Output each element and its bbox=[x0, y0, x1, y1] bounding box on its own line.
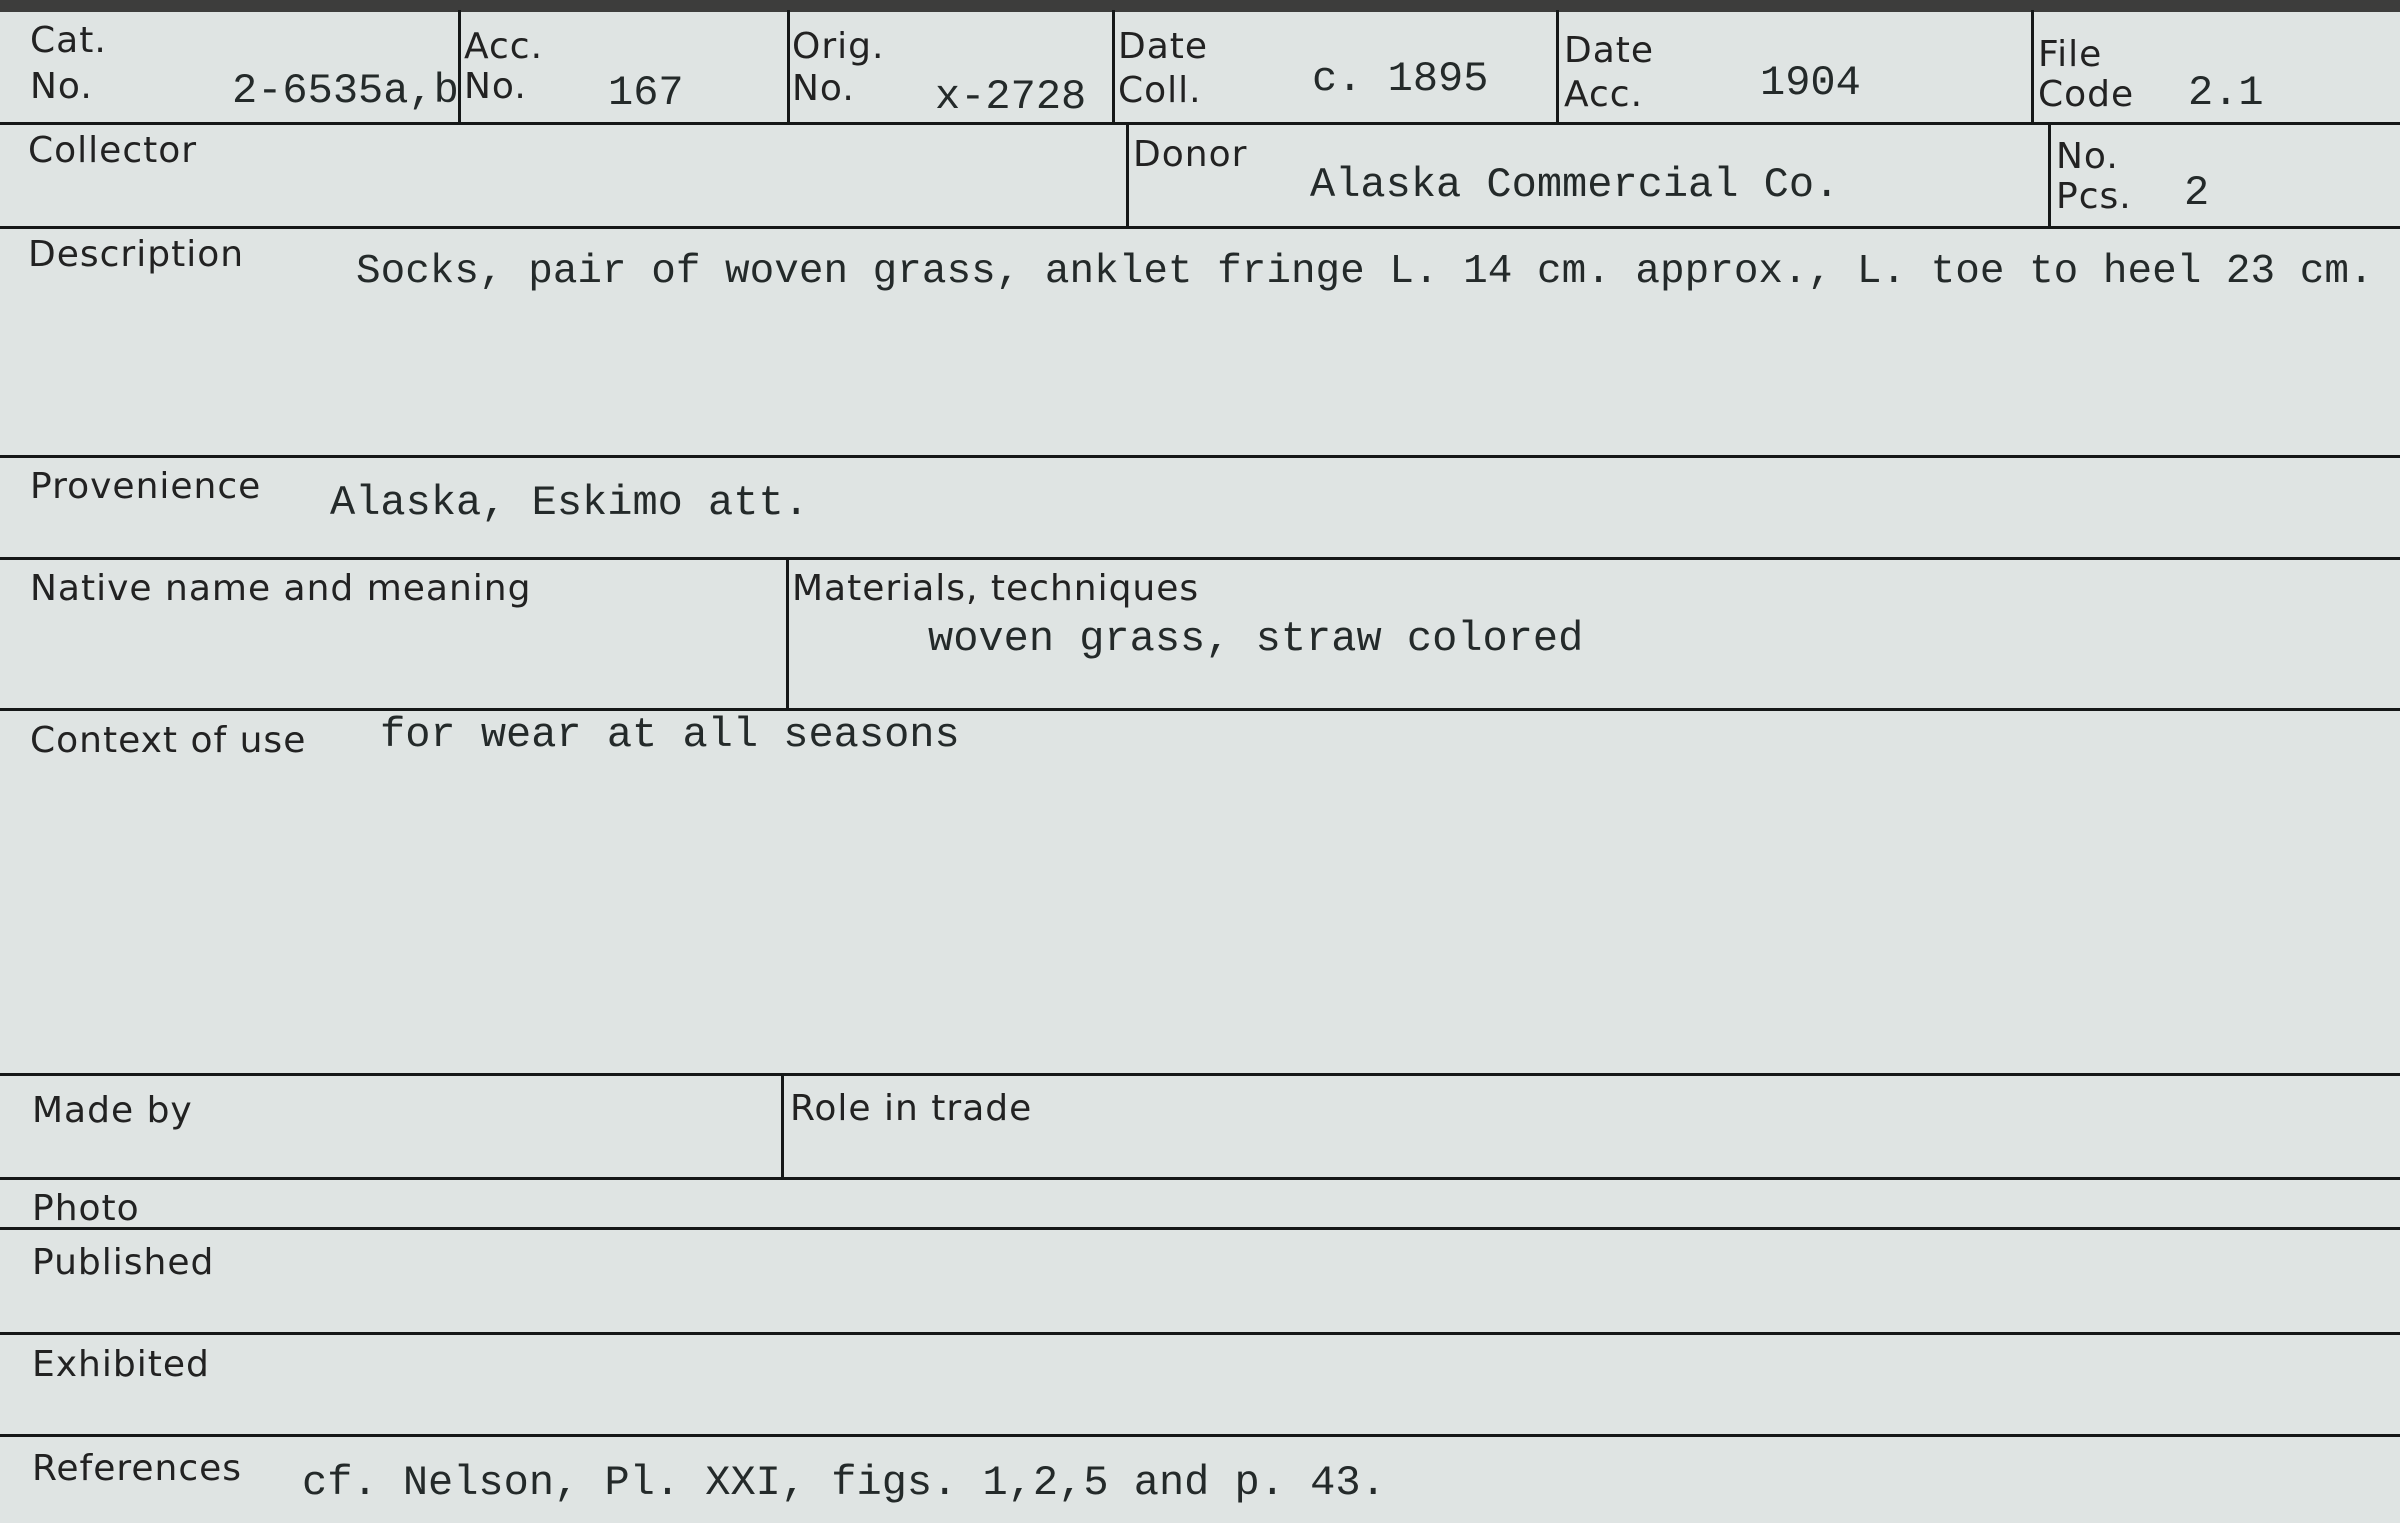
rule-header-bottom bbox=[0, 122, 2400, 125]
date-acc-label-line2: Acc. bbox=[1564, 74, 1644, 115]
orig-no-value: x-2728 bbox=[935, 73, 1087, 121]
card-top-edge bbox=[0, 0, 2400, 12]
orig-label-line1: Orig. bbox=[792, 26, 885, 67]
collector-label: Collector bbox=[28, 130, 198, 171]
provenience-label: Provenience bbox=[30, 466, 262, 507]
rule-description-bottom bbox=[0, 455, 2400, 458]
rule-vertical-donor bbox=[2048, 122, 2051, 226]
rule-vertical-date-acc bbox=[2031, 10, 2034, 122]
rule-provenience-bottom bbox=[0, 557, 2400, 560]
materials-value: woven grass, straw colored bbox=[928, 615, 1584, 663]
rule-photo-bottom bbox=[0, 1227, 2400, 1230]
references-label: References bbox=[32, 1448, 243, 1489]
description-label: Description bbox=[28, 234, 245, 275]
orig-label-line2: No. bbox=[792, 68, 855, 109]
rule-vertical-collector bbox=[1126, 122, 1129, 226]
context-label: Context of use bbox=[30, 720, 307, 761]
rule-made-by-bottom bbox=[0, 1177, 2400, 1180]
cat-no-value: 2-6535a,b bbox=[232, 67, 459, 115]
cat-label-line1: Cat. bbox=[30, 20, 107, 61]
no-pcs-label-line2: Pcs. bbox=[2056, 176, 2132, 217]
donor-label: Donor bbox=[1133, 134, 1248, 175]
native-name-label: Native name and meaning bbox=[30, 568, 532, 609]
photo-label: Photo bbox=[32, 1188, 140, 1229]
cat-label-line2: No. bbox=[30, 66, 93, 107]
references-value: cf. Nelson, Pl. XXI, figs. 1,2,5 and p. 43. bbox=[302, 1459, 1386, 1507]
made-by-label: Made by bbox=[32, 1090, 193, 1131]
provenience-value: Alaska, Eskimo att. bbox=[330, 479, 809, 527]
role-in-trade-label: Role in trade bbox=[790, 1088, 1033, 1129]
file-code-label-line2: Code bbox=[2038, 74, 2135, 115]
acc-label-line1: Acc. bbox=[464, 26, 544, 67]
file-code-label-line1: File bbox=[2038, 34, 2103, 75]
rule-native-name-bottom bbox=[0, 708, 2400, 711]
acc-no-value: 167 bbox=[608, 69, 684, 117]
rule-collector-bottom bbox=[0, 226, 2400, 229]
rule-exhibited-bottom bbox=[0, 1434, 2400, 1437]
published-label: Published bbox=[32, 1242, 215, 1283]
date-acc-value: 1904 bbox=[1760, 59, 1861, 107]
no-pcs-label-line1: No. bbox=[2056, 136, 2119, 177]
rule-vertical-made-by bbox=[781, 1073, 784, 1177]
rule-vertical-native-name bbox=[786, 557, 789, 708]
materials-label: Materials, techniques bbox=[792, 568, 1200, 609]
date-coll-value: c. 1895 bbox=[1312, 55, 1489, 103]
description-value: Socks, pair of woven grass, anklet fringe L. 14 cm. approx., L. toe to heel 23 cm. bbox=[356, 249, 2374, 295]
rule-vertical-acc bbox=[787, 10, 790, 122]
acc-label-line2: No. bbox=[464, 66, 527, 107]
date-coll-label-line1: Date bbox=[1118, 26, 1209, 67]
no-pcs-value: 2 bbox=[2184, 169, 2210, 217]
donor-value: Alaska Commercial Co. bbox=[1310, 161, 1840, 209]
rule-vertical-orig bbox=[1112, 10, 1115, 122]
date-coll-label-line2: Coll. bbox=[1118, 70, 1202, 111]
file-code-value: 2.1 bbox=[2188, 69, 2264, 117]
rule-published-bottom bbox=[0, 1332, 2400, 1335]
context-value: for wear at all seasons bbox=[380, 711, 960, 759]
exhibited-label: Exhibited bbox=[32, 1344, 210, 1385]
rule-context-bottom bbox=[0, 1073, 2400, 1076]
date-acc-label-line1: Date bbox=[1564, 30, 1655, 71]
rule-vertical-date-coll bbox=[1556, 10, 1559, 122]
